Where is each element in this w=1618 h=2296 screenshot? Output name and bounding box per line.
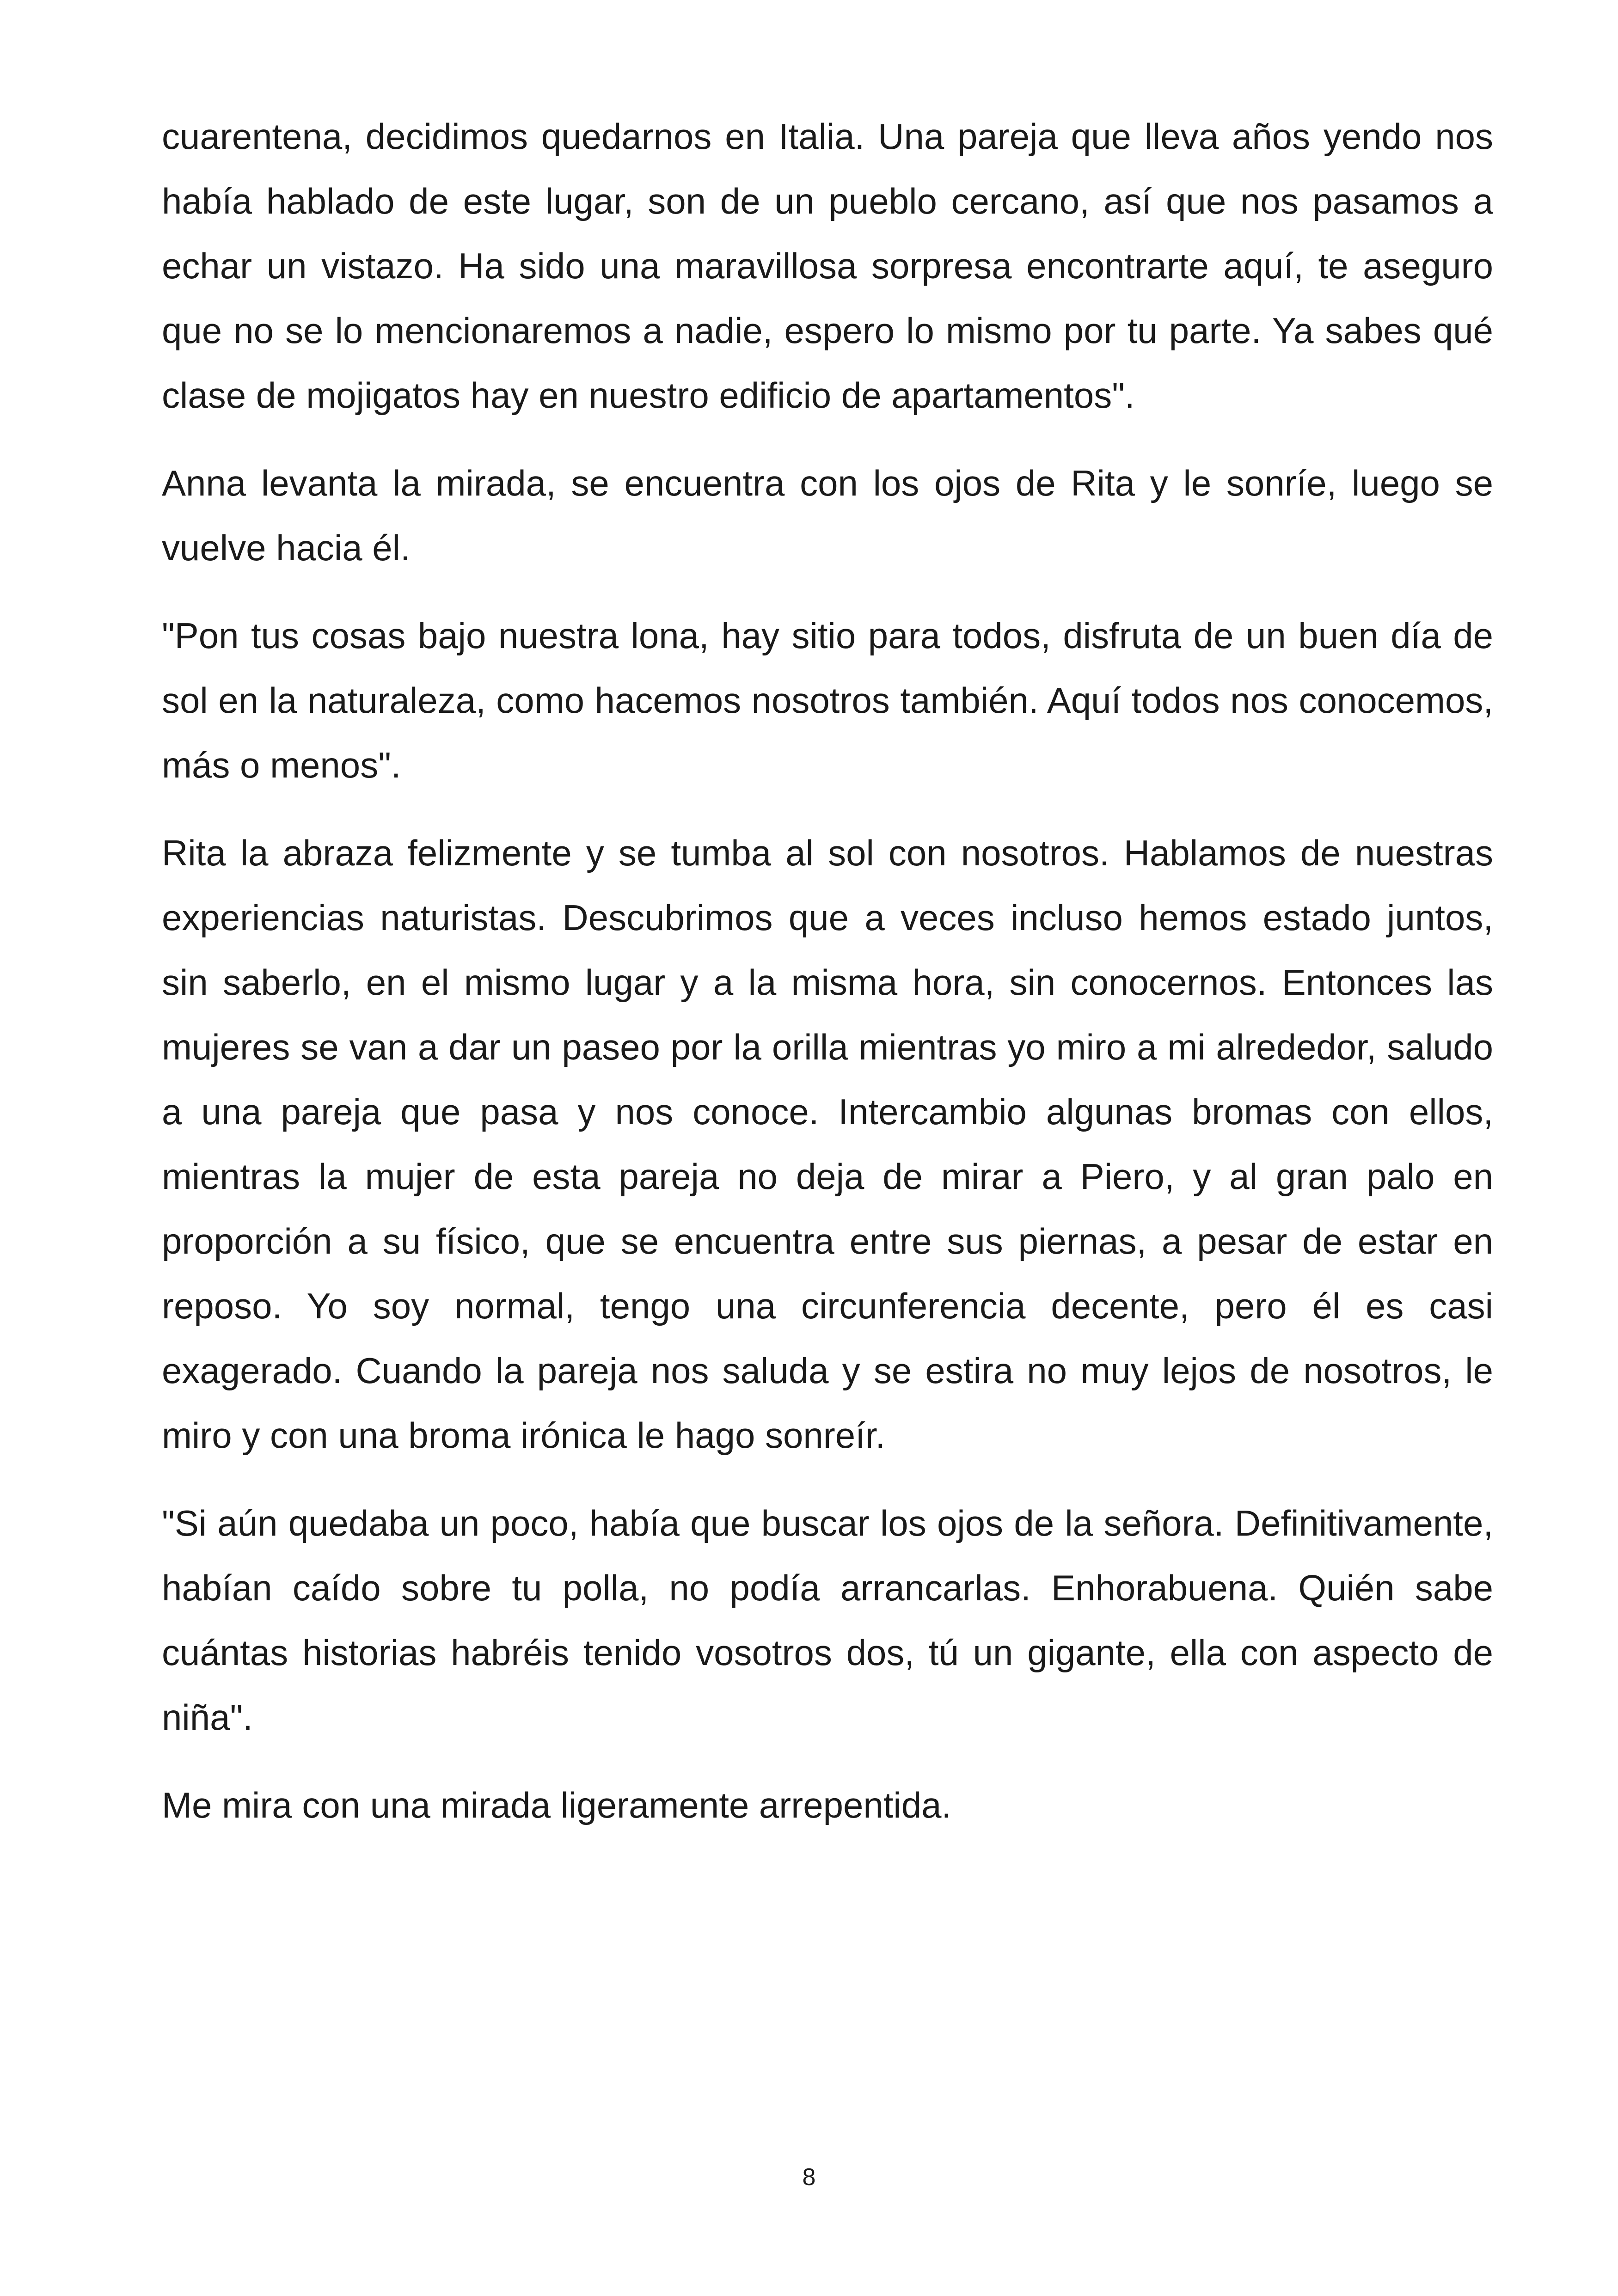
paragraph: cuarentena, decidimos quedarnos en Italia. Una pareja que lleva años yendo nos había hablado de este lugar, son de un pueblo cercano, así que nos pasamos a echar un vistazo. Ha sido una maravillosa sorpresa encontrarte aquí, te aseguro que no se lo mencionaremos a nadie, espero lo mismo por tu parte. Ya sabes qué clase de mojigatos hay en nuestro edificio de apartamentos".	[162, 116, 1493, 416]
paragraph: Rita la abraza felizmente y se tumba al sol con nosotros. Hablamos de nuestras experiencias naturistas. Descubrimos que a veces incluso hemos estado juntos, sin saberlo, en el mismo lugar y a la misma hora, sin conocernos. Entonces las mujeres se van a dar un paseo por la orilla mientras yo miro a mi alrededor, saludo a una pareja que pasa y nos conoce. Intercambio algunas bromas con ellos, mientras la mujer de esta pareja no deja de mirar a Piero, y al gran palo en proporción a su físico, que se encuentra entre sus piernas, a pesar de estar en reposo. Yo soy normal, tengo una circunferencia decente, pero él es casi exagerado. Cuando la pareja nos saluda y se estira no muy lejos de nosotros, le miro y con una broma irónica le hago sonreír.	[162, 833, 1493, 1456]
page-number: 8	[802, 2164, 816, 2191]
paragraph: Anna levanta la mirada, se encuentra con los ojos de Rita y le sonríe, luego se vuelve hacia él.	[162, 463, 1493, 568]
paragraph: "Pon tus cosas bajo nuestra lona, hay sitio para todos, disfruta de un buen día de sol en la naturaleza, como hacemos nosotros también. Aquí todos nos conocemos, más o menos".	[162, 615, 1493, 785]
paragraph: Me mira con una mirada ligeramente arrepentida.	[162, 1785, 952, 1825]
body-text	[162, 104, 1493, 1837]
paragraph: "Si aún quedaba un poco, había que buscar los ojos de la señora. Definitivamente, habían caído sobre tu polla, no podía arrancarlas. Enhorabuena. Quién sabe cuántas historias habréis tenido vosotros dos, tú un gigante, ella con aspecto de niña".	[162, 1503, 1493, 1738]
